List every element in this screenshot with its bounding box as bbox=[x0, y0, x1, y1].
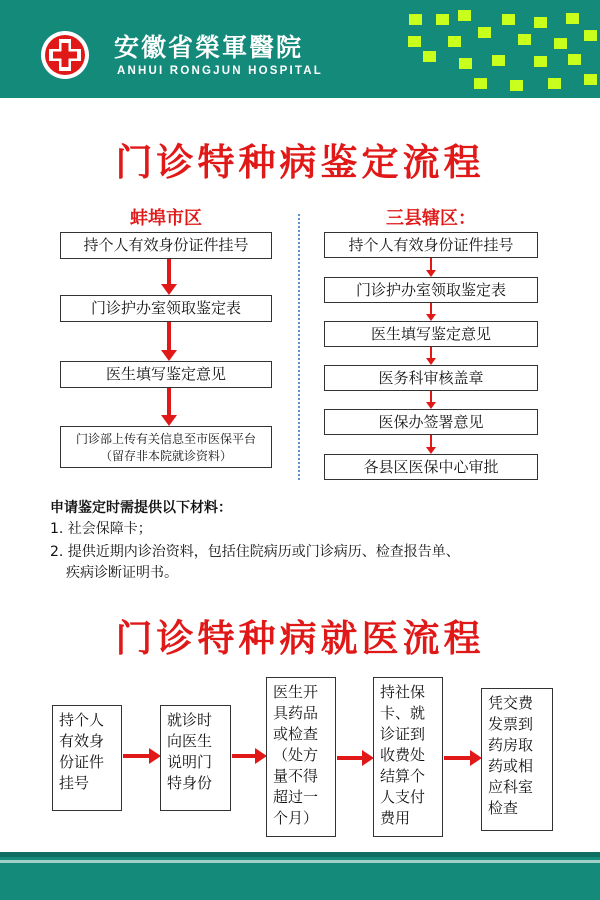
down-arrow-icon bbox=[426, 303, 436, 321]
left-step-4-line1: 门诊部上传有关信息至市医保平台 bbox=[75, 432, 256, 446]
flow-step-5-line: 凭交费 bbox=[488, 694, 534, 712]
hospital-name-en: ANHUI RONGJUN HOSPITAL bbox=[117, 65, 323, 77]
flow-step-2-line: 向医生 bbox=[167, 732, 213, 750]
left-step-4-line2: （留存非本院就诊资料） bbox=[99, 449, 232, 463]
right-step-6: 各县区医保中心审批 bbox=[324, 454, 538, 480]
right-step-3: 医生填写鉴定意见 bbox=[324, 321, 538, 347]
right-step-2: 门诊护办室领取鉴定表 bbox=[324, 277, 538, 303]
flow-step-2-line: 特身份 bbox=[167, 774, 213, 792]
flow-step-1-line: 挂号 bbox=[59, 774, 90, 792]
down-arrow-icon bbox=[426, 435, 436, 454]
down-arrow-icon bbox=[426, 258, 436, 277]
flow-step-3-line: （处方 bbox=[273, 746, 319, 764]
right-step-4: 医务科审核盖章 bbox=[324, 365, 538, 391]
down-arrow-icon bbox=[161, 259, 177, 295]
title-treatment-process: 门诊特种病就医流程 bbox=[115, 617, 485, 660]
flow-step-3-line: 医生开 bbox=[273, 683, 319, 701]
flow-step-4-line: 持社保 bbox=[380, 683, 426, 701]
footer-band bbox=[0, 852, 600, 900]
flow-step-1-line: 持个人 bbox=[59, 711, 105, 729]
title-appraisal-process: 门诊特种病鉴定流程 bbox=[115, 141, 485, 184]
materials-heading: 申请鉴定时需提供以下材料： bbox=[50, 500, 232, 516]
right-arrow-icon bbox=[232, 748, 267, 764]
flow-step-2 bbox=[160, 705, 231, 811]
right-step-1: 持个人有效身份证件挂号 bbox=[324, 232, 538, 258]
flow-step-5-line: 检查 bbox=[488, 799, 519, 817]
flow-step-4-line: 收费处 bbox=[380, 746, 426, 764]
flow-step-1-line: 份证件 bbox=[59, 753, 105, 771]
flow-step-5 bbox=[481, 688, 553, 831]
flow-step-4-line: 卡、就 bbox=[380, 704, 426, 722]
materials-item-2-line1: 2. 提供近期内诊治资料，包括住院病历或门诊病历、检查报告单、 bbox=[50, 544, 460, 560]
materials-item-1: 1. 社会保障卡； bbox=[50, 521, 152, 537]
flow-step-4-line: 费用 bbox=[380, 809, 411, 827]
flow-step-2-line: 就诊时 bbox=[167, 711, 213, 729]
right-column-title: 三县辖区： bbox=[386, 208, 476, 229]
left-step-3: 医生填写鉴定意见 bbox=[60, 361, 272, 388]
left-step-1: 持个人有效身份证件挂号 bbox=[60, 232, 272, 259]
flow-step-3-line: 超过一 bbox=[273, 788, 319, 806]
materials-item-2-line2: 疾病诊断证明书。 bbox=[66, 565, 178, 581]
header-banner bbox=[0, 0, 600, 98]
flow-step-3-line: 个月） bbox=[273, 809, 319, 827]
red-cross-circle-icon bbox=[40, 30, 90, 80]
hospital-name-cn: 安徽省榮軍醫院 bbox=[114, 33, 304, 62]
right-arrow-icon bbox=[123, 748, 161, 764]
flow-step-4-line: 结算个 bbox=[380, 767, 426, 785]
left-step-2: 门诊护办室领取鉴定表 bbox=[60, 295, 272, 322]
left-column-title: 蚌埠市区 bbox=[130, 208, 202, 229]
flow-step-3-line: 量不得 bbox=[273, 767, 319, 785]
flow-step-4 bbox=[373, 677, 443, 837]
right-arrow-icon bbox=[337, 750, 374, 766]
left-step-4 bbox=[60, 426, 272, 468]
flow-step-5-line: 药或相 bbox=[488, 757, 534, 775]
flow-step-5-line: 应科室 bbox=[488, 778, 534, 796]
right-arrow-icon bbox=[444, 750, 482, 766]
flow-step-1 bbox=[52, 705, 122, 811]
down-arrow-icon bbox=[161, 388, 177, 426]
flow-step-5-line: 药房取 bbox=[488, 736, 534, 754]
flow-step-5-line: 发票到 bbox=[488, 715, 534, 733]
right-step-5: 医保办签署意见 bbox=[324, 409, 538, 435]
flow-step-1-line: 有效身 bbox=[59, 732, 105, 750]
flow-step-4-line: 诊证到 bbox=[380, 725, 426, 743]
column-divider bbox=[298, 214, 300, 480]
flow-step-2-line: 说明门 bbox=[167, 753, 213, 771]
down-arrow-icon bbox=[426, 347, 436, 365]
flow-step-3 bbox=[266, 677, 336, 837]
flow-step-3-line: 或检查 bbox=[273, 725, 319, 743]
down-arrow-icon bbox=[161, 322, 177, 361]
down-arrow-icon bbox=[426, 391, 436, 409]
flow-step-3-line: 具药品 bbox=[273, 704, 319, 722]
flow-step-4-line: 人支付 bbox=[380, 788, 426, 806]
